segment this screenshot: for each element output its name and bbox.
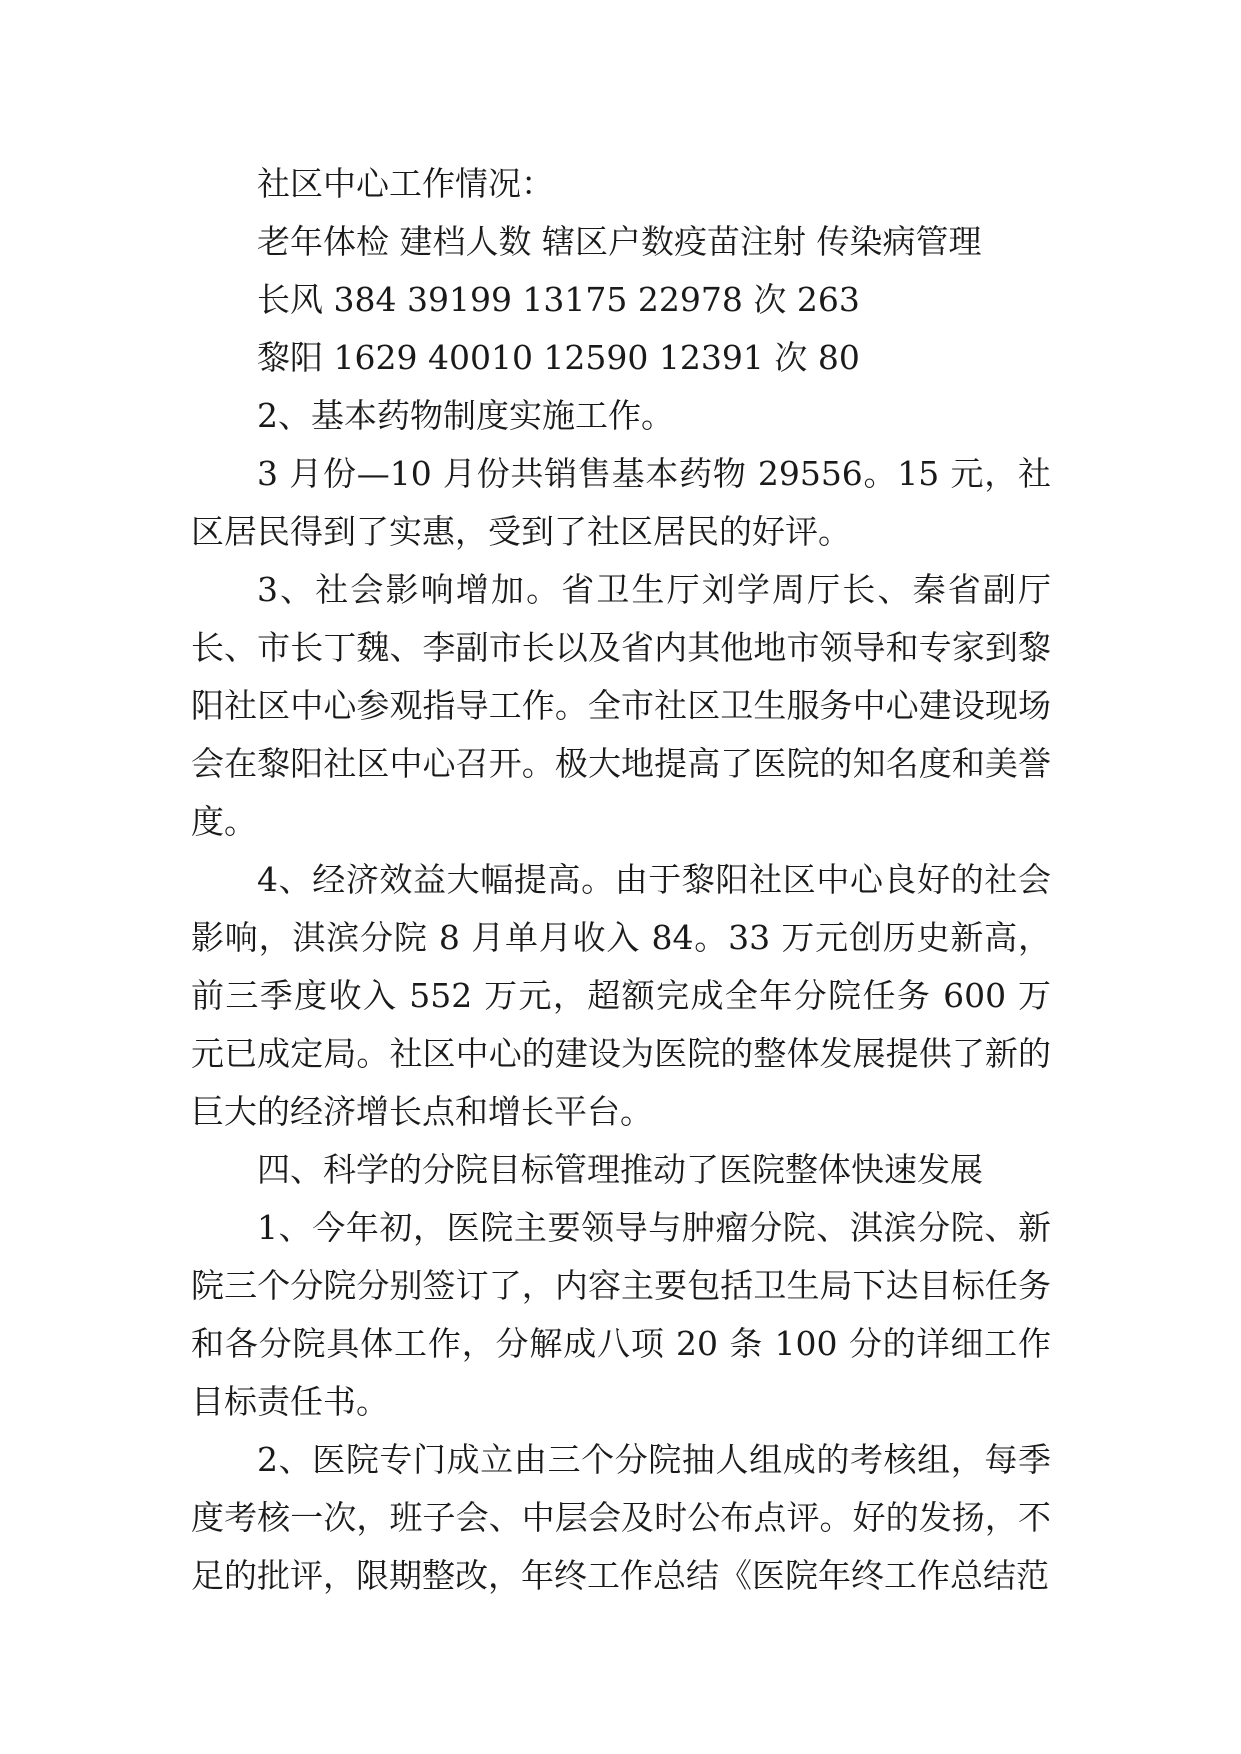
paragraph-drug-sales: 3 月份—10 月份共销售基本药物 29556。15 元，社区居民得到了实惠，受到了社区居民的好评。	[191, 454, 1051, 551]
document-body	[191, 155, 1051, 1605]
paragraph-essential-drugs-heading: 2、基本药物制度实施工作。	[257, 396, 674, 435]
paragraph-economic-benefit: 4、经济效益大幅提高。由于黎阳社区中心良好的社会影响，淇滨分院 8 月单月收入 84。33 万元创历史新高，前三季度收入 552 万元，超额完成全年分院任务 600 万元已成定局。社区中心的建设为医院的整体发展提供了新的巨大的经济增长点和增长平台。	[191, 860, 1051, 1131]
section-heading-branch-management: 四、科学的分院目标管理推动了医院整体快速发展	[257, 1150, 983, 1189]
table-header-row: 老年体检 建档人数 辖区户数疫苗注射 传染病管理	[257, 222, 982, 261]
table-row-changfeng: 长风 384 39199 13175 22978 次 263	[257, 280, 860, 319]
table-row-liyang: 黎阳 1629 40010 12590 12391 次 80	[257, 338, 860, 377]
section-heading-community-center: 社区中心工作情况：	[257, 164, 554, 203]
paragraph-assessment-group: 2、医院专门成立由三个分院抽人组成的考核组，每季度考核一次，班子会、中层会及时公布点评。好的发扬，不足的批评，限期整改，年终工作总结《医院年终工作总结范	[191, 1440, 1051, 1595]
paragraph-social-impact: 3、社会影响增加。省卫生厅刘学周厅长、秦省副厅长、市长丁魏、李副市长以及省内其他地市领导和专家到黎阳社区中心参观指导工作。全市社区卫生服务中心建设现场会在黎阳社区中心召开。极大地提高了医院的知名度和美誉度。	[191, 570, 1051, 841]
paragraph-target-responsibility: 1、今年初，医院主要领导与肿瘤分院、淇滨分院、新院三个分院分别签订了，内容主要包括卫生局下达目标任务和各分院具体工作，分解成八项 20 条 100 分的详细工作目标责任书。	[191, 1208, 1051, 1421]
